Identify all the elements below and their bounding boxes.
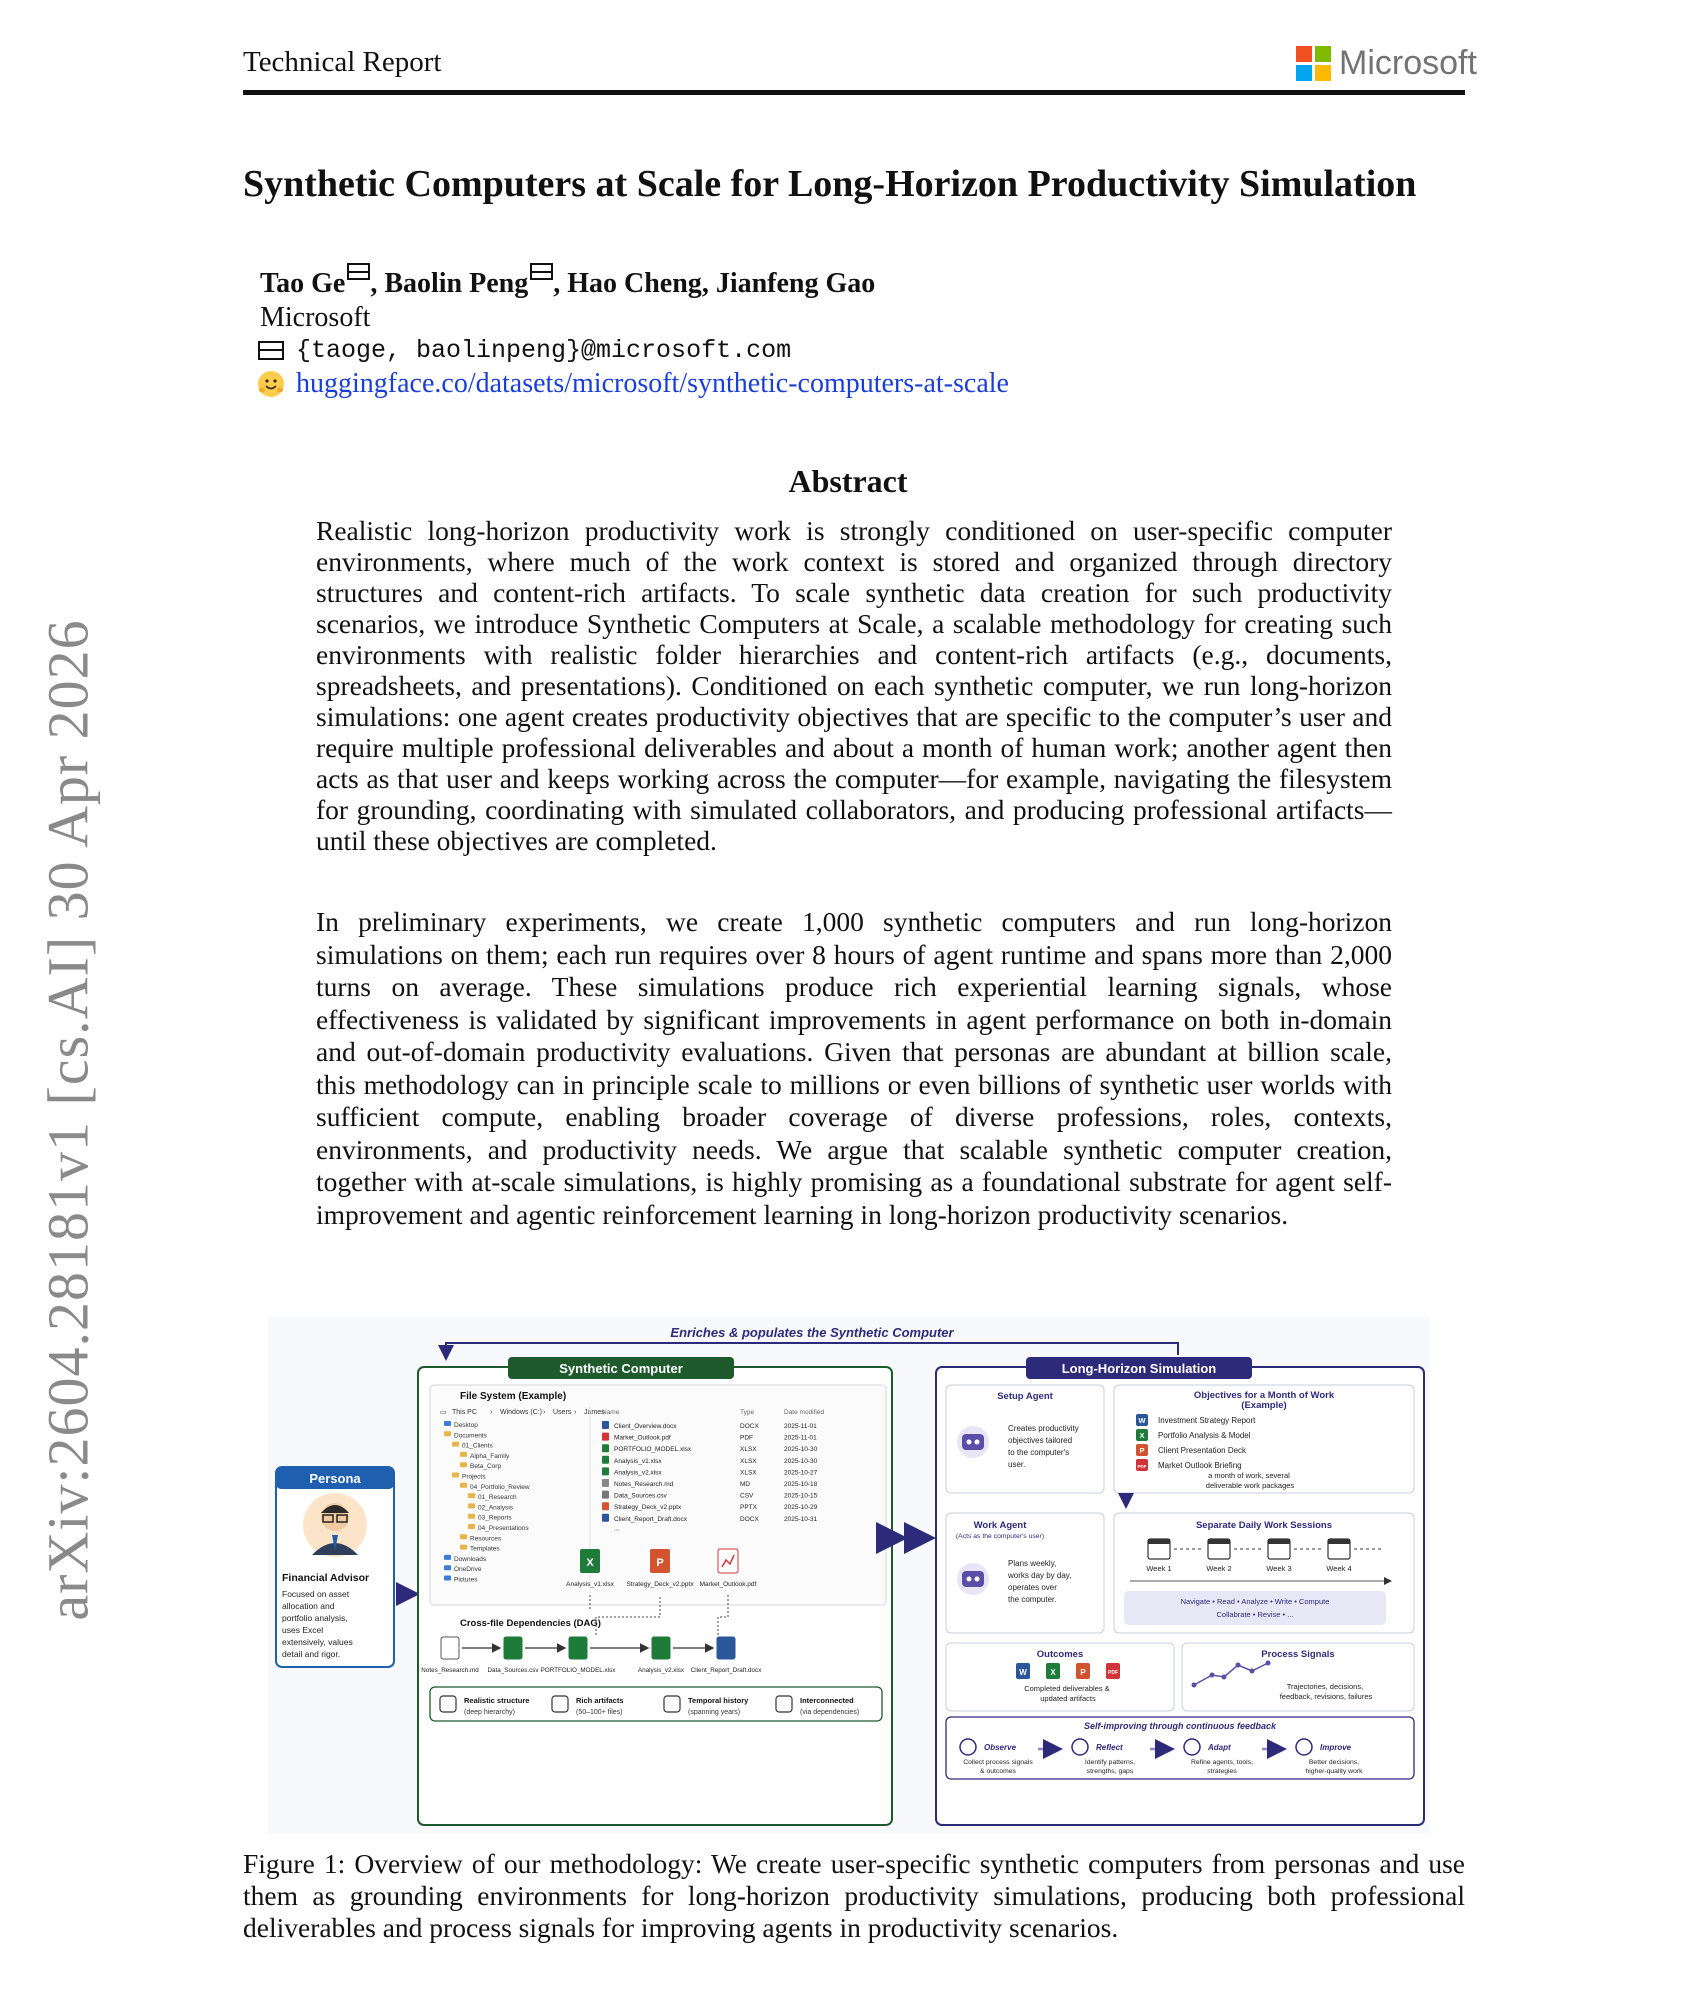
file-type: DOCX [740,1423,759,1430]
loop-step-title: Reflect [1096,1743,1123,1752]
dag-node-label: Notes_Research.md [421,1667,479,1674]
folder-icon [468,1514,475,1519]
loop-step-title: Observe [984,1743,1017,1752]
dag-node-label: Data_Sources.csv [487,1667,539,1674]
simulation-header: Long-Horizon Simulation [1061,1361,1217,1376]
file-name[interactable]: Market_Outlook.pdf [614,1434,671,1442]
email-line [258,336,791,365]
loop-step-detail: strengths, gaps [1086,1768,1134,1775]
tree-item[interactable]: 04_Portfolio_Review [470,1483,530,1491]
figure-caption: Figure 1: Overview of our methodology: We create user-specific synthetic computers from personas and use them as grounding environments for long-horizon productivity simulations, producing both professional deliverables and process signals for improving agents in productivity scenarios. [243,1848,1465,1943]
loop-step-detail: strategies [1207,1768,1237,1775]
file-type: XLSX [740,1446,757,1454]
top-arrow-label: Enriches & populates the Synthetic Computer [670,1325,954,1340]
file-name[interactable]: PORTFOLIO_MODEL.xlsx [614,1446,692,1454]
tree-item[interactable]: Templates [470,1545,500,1553]
persona-role: Financial Advisor [282,1572,370,1584]
property-detail: (deep hierarchy) [464,1709,515,1716]
file-type: PDF [740,1434,753,1442]
file-date: 2025-10-31 [784,1515,818,1523]
author-name: Jianfeng Gao [715,268,876,299]
week-label: Week 2 [1206,1564,1232,1573]
property-title: Rich artifacts [576,1696,624,1705]
file-type: MD [740,1481,751,1488]
setup-agent-title: Setup Agent [997,1391,1053,1402]
loop-step-title: Improve [1320,1743,1352,1752]
microsoft-wordmark: Microsoft [1339,44,1477,82]
work-agent-description: Plans weekly, works day by day, operates over the computer. [1008,1559,1072,1604]
file-date: 2025-10-29 [784,1504,818,1512]
loop-step-detail: Refine agents, tools, [1191,1759,1253,1766]
featured-file-label: Market_Outlook.pdf [699,1581,757,1588]
tree-item[interactable]: Desktop [454,1422,478,1429]
work-actions: Collabrate • Revise • ... [1216,1610,1294,1619]
report-label: Technical Report [243,46,442,78]
file-type-icon [602,1491,609,1499]
file-date: 2025-11-01 [784,1434,817,1442]
week-label: Week 1 [1146,1564,1172,1573]
paper-title: Synthetic Computers at Scale for Long-Horizon Productivity Simulation [243,163,1417,205]
loop-step-detail: Better decisions, [1308,1759,1360,1766]
tree-item[interactable]: 01_Clients [462,1442,493,1450]
file-date: 2025-10-27 [784,1469,818,1477]
property-detail: (spanning years) [688,1709,741,1716]
tree-item[interactable]: 03_Reports [478,1514,512,1522]
header-rule [243,90,1465,95]
author-list: Tao Ge , Baolin Peng , Hao Cheng, Jianfeng Gao [260,268,875,300]
loop-step-detail: Collect process signals [963,1759,1033,1766]
file-type-icon [602,1479,609,1487]
sessions-title: Separate Daily Work Sessions [1195,1520,1333,1531]
objective-item: Market Outlook Briefing [1158,1461,1242,1470]
tree-item[interactable]: Downloads [454,1555,487,1563]
affiliation: Microsoft [260,302,371,333]
dag-node-icon [717,1637,735,1659]
folder-icon [444,1421,451,1426]
file-type: DOCX [740,1515,759,1523]
setup-agent-description: Creates productivity objectives tailored to the computer's user. [1008,1424,1079,1469]
dataset-link[interactable]: huggingface.co/datasets/microsoft/synthetic-computers-at-scale [296,368,1009,399]
loop-step-detail: higher-quality work [1305,1768,1363,1775]
column-name: Name [602,1409,620,1416]
dag-title: Cross-file Dependencies (DAG) [460,1618,601,1629]
tree-item[interactable]: 01_Research [478,1494,517,1502]
persona-card [276,1467,394,1667]
file-date: 2025-11-01 [784,1423,817,1430]
file-name[interactable]: Client_Overview.docx [614,1423,677,1430]
svg-text:X: X [586,1557,594,1569]
dag-node-label: PORTFOLIO_MODEL.xlsx [540,1667,616,1674]
folder-icon [444,1431,451,1436]
tree-item[interactable]: 02_Analysis [478,1504,514,1512]
objective-item: Portfolio Analysis & Model [1158,1431,1251,1440]
dag-node-icon [569,1637,587,1659]
property-title: Realistic structure [464,1696,530,1705]
work-agent-title: Work Agent [973,1520,1027,1531]
svg-text:P: P [1080,1668,1086,1677]
featured-file-label: Strategy_Deck_v2.pptx [626,1581,694,1588]
loop-step-title: Adapt [1208,1743,1231,1752]
document-type-letter: X [1139,1431,1145,1440]
abstract-heading: Abstract [788,463,908,499]
dag-node-icon [652,1637,670,1659]
tree-item[interactable]: Resources [470,1535,502,1543]
tree-item[interactable]: Pictures [454,1576,478,1584]
column-type: Type [740,1409,755,1416]
dataset-link-line [258,368,1009,400]
folder-icon [460,1452,467,1457]
author-name: Tao Ge [260,268,346,299]
file-date: 2025-10-30 [784,1457,818,1465]
fs-title: File System (Example) [460,1391,567,1402]
document-type-letter: P [1139,1446,1145,1455]
file-name[interactable]: Notes_Research.md [614,1481,674,1488]
file-type-icon [602,1467,609,1475]
file-type: XLSX [740,1457,757,1465]
robot-icon [957,1563,989,1595]
tree-item[interactable]: Alpha_Family [470,1452,510,1460]
fs-path: ▭ This PC › Windows (C:) › Users › James [440,1409,605,1416]
week-label: Week 3 [1266,1564,1292,1573]
file-name[interactable]: Strategy_Deck_v2.pptx [614,1504,682,1512]
outcomes-description: Completed deliverables & updated artifacts [1024,1684,1110,1703]
hugging-face-icon [258,371,284,397]
persona-header: Persona [309,1471,361,1486]
folder-icon [444,1576,451,1581]
advisor-avatar-icon [303,1493,367,1557]
folder-icon [460,1545,467,1550]
svg-text:X: X [1050,1668,1056,1677]
long-horizon-simulation-panel [936,1357,1424,1825]
email-address[interactable]: {taoge, baolinpeng}@microsoft.com [296,336,792,365]
dag-node-label: Analysis_v2.xlsx [637,1667,685,1674]
author-name: Baolin Peng [384,268,529,299]
tree-item[interactable]: Projects [462,1473,486,1481]
tree-item[interactable]: Beta_Corp [470,1463,502,1471]
folder-icon [468,1493,475,1498]
arxiv-identifier: arXiv:2604.28181v1 [cs.AI] 30 Apr 2026 [35,619,101,1621]
signals-title: Process Signals [1261,1649,1335,1660]
file-name[interactable]: Analysis_v1.xlsx [614,1457,662,1465]
svg-text:W: W [1019,1668,1027,1677]
envelope-icon [530,263,553,280]
feedback-loop-title: Self-improving through continuous feedback [1083,1721,1277,1731]
folder-icon [460,1534,467,1539]
top-feedback-arrow [446,1343,1178,1357]
microsoft-squares-icon [1296,46,1331,81]
work-actions: Navigate • Read • Analyze • Write • Compute [1180,1597,1330,1606]
tree-item[interactable]: OneDrive [454,1566,482,1574]
featured-file-label: Analysis_v1.xlsx [566,1581,614,1588]
objective-item: Client Presentation Deck [1158,1446,1247,1455]
file-type-icon [602,1456,609,1464]
objectives-title: Objectives for a Month of Work [1193,1390,1335,1401]
loop-step-detail: & outcomes [980,1768,1016,1775]
objective-item: Investment Strategy Report [1158,1416,1256,1425]
folder-icon [460,1483,467,1488]
folder-icon [468,1503,475,1508]
column-date: Date modified [784,1409,825,1416]
objectives-subtitle: (Example) [1241,1400,1287,1411]
dag-node-label: Client_Report_Draft.docx [690,1667,762,1674]
work-agent-subtitle: (Acts as the computer's user) [955,1533,1045,1540]
signals-description: Trajectories, decisions, feedback, revisions, failures [1279,1682,1373,1701]
outcomes-title: Outcomes [1036,1649,1084,1660]
persona-description: Focused on asset allocation and portfolio analysis, uses Excel extensively, values detail and rigor. [282,1589,353,1659]
folder-icon [452,1473,459,1478]
objectives-note: a month of work, several deliverable work packages [1205,1471,1295,1490]
tree-item[interactable]: 04_Presentations [478,1525,529,1532]
file-date: 2025-10-15 [784,1492,818,1500]
folder-icon [444,1555,451,1560]
folder-icon [468,1524,475,1529]
file-type-icon [602,1502,609,1510]
synthetic-computer-header: Synthetic Computer [559,1361,683,1376]
file-type-icon [602,1433,609,1441]
file-type-icon [602,1514,609,1522]
loop-step-detail: Identify patterns, [1084,1759,1136,1766]
file-type: XLSX [740,1469,757,1477]
svg-text:P: P [656,1557,664,1569]
file-date: 2025-10-18 [784,1481,818,1488]
property-title: Temporal history [688,1696,749,1705]
folder-icon [460,1462,467,1467]
file-name[interactable]: Client_Report_Draft.docx [614,1515,687,1523]
file-type: PPTX [740,1504,757,1512]
microsoft-logo [1296,44,1477,83]
week-label: Week 4 [1326,1564,1352,1573]
property-detail: (via dependencies) [800,1709,860,1716]
dag-node-icon [441,1637,459,1659]
file-type-icon [602,1421,609,1429]
tree-item[interactable]: Documents [454,1432,487,1440]
figure-overview [268,1317,1430,1833]
folder-icon [444,1565,451,1570]
dag-node-icon [504,1637,522,1659]
svg-text:PDF: PDF [1108,1670,1118,1676]
abstract-paragraph-2: In preliminary experiments, we create 1,000 synthetic computers and run long-horizon simulations on them; each run requires over 8 hours of agent runtime and spans more than 2,000 turns on average. These simulations produce rich experiential learning signals, whose effectiveness is validated by significant improvements in agent performance on both in-domain and out-of-domain productivity evaluations. Given that personas are abundant at billion scale, this methodology can in principle scale to millions or even billions of synthetic user worlds with sufficient compute, enabling broader coverage of diverse professions, roles, contexts, environments, and productivity needs. We argue that scalable synthetic computer creation, together with at-scale simulations, is highly promising as a foundational substrate for agent self-improvement and agentic reinforcement learning in long-horizon productivity scenarios. [316,906,1392,1230]
folder-icon [452,1442,459,1447]
file-name[interactable]: Data_Sources.csv [614,1492,667,1500]
featured-files [566,1549,756,1588]
file-type-icon [602,1444,609,1452]
envelope-icon [347,263,370,280]
document-type-letter: W [1138,1416,1146,1425]
property-title: Interconnected [800,1696,854,1705]
document-type-letter: PDF [1137,1464,1147,1469]
abstract-paragraph-1: Realistic long-horizon productivity work is strongly conditioned on user-specific computer environments, where much of the work context is stored and organized through directory structures and content-rich artifacts. To scale synthetic data creation for such productivity scenarios, we introduce Synthetic Computers at Scale, a scalable methodology for creating such environments with realistic folder hierarchies and content-rich artifacts (e.g., documents, spreadsheets, and presentations). Conditioned on each synthetic computer, we run long-horizon simulations: one agent creates productivity objectives that are specific to the computer’s user and require multiple professional deliverables and about a month of human work; another agent then acts as that user and keeps working across the computer—for example, navigating the filesystem for grounding, coordinating with simulated collaborators, and producing professional artifacts—until these objectives are completed. [316,515,1392,856]
robot-icon [957,1426,989,1458]
file-date: 2025-10-30 [784,1446,818,1454]
synthetic-computer-panel [418,1357,892,1825]
more-files: ... [614,1525,620,1533]
author-name: Hao Cheng [567,268,702,299]
file-type: CSV [740,1492,754,1500]
file-name[interactable]: Analysis_v2.xlsx [614,1469,662,1477]
property-detail: (50–100+ files) [576,1709,623,1716]
envelope-icon [258,341,284,360]
